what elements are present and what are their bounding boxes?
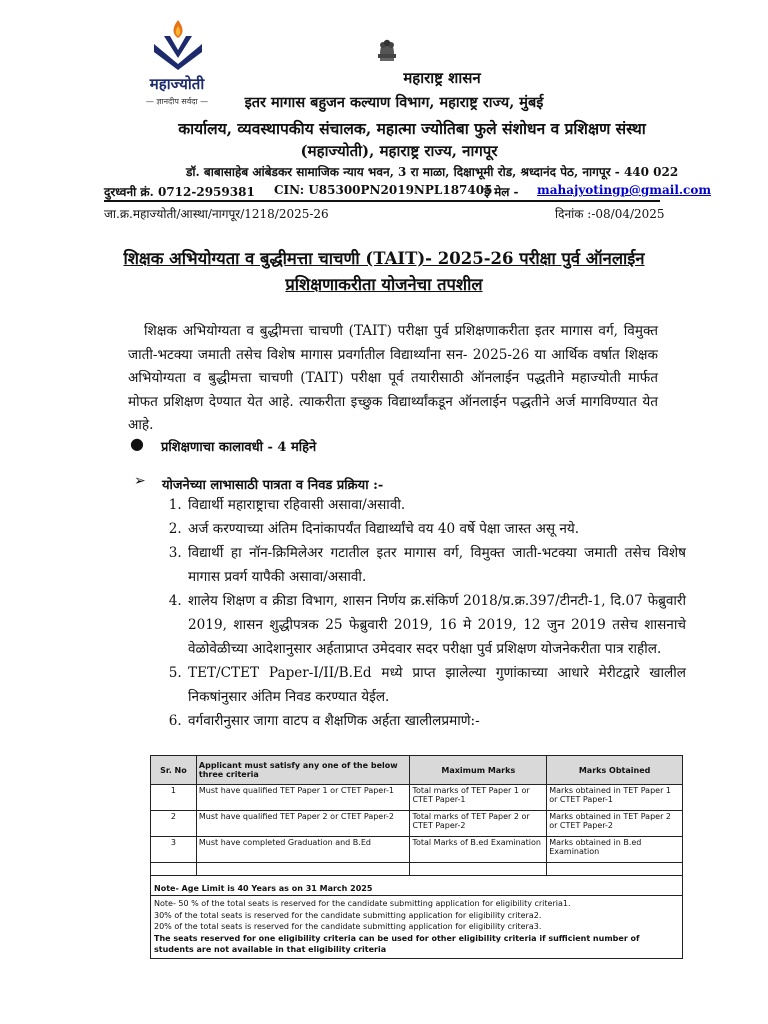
table-header-row: [151, 756, 683, 785]
bullet-icon: ●: [130, 434, 144, 453]
list-item: 3. विद्यार्थी हा नॉन-क्रिमिलेअर गटातील इतर मागास वर्ग, विमुक्त जाती-भटक्या जमाती तसेच विशेष मागास प्रवर्ग यापैकी असावा/असावी.: [186, 541, 686, 589]
state-emblem-icon: [374, 36, 400, 66]
table-cell: Total marks of TET Paper 2 or CTET Paper-2: [410, 811, 547, 837]
office-city: (महाज्योती), महाराष्ट्र राज्य, नागपूर: [300, 142, 498, 160]
header-cell: Applicant must satisfy any one of the below three criteria: [196, 756, 410, 785]
table-cell: Marks obtained in TET Paper 2 or CTET Paper-2: [547, 811, 683, 837]
department-name: इतर मागास बहुजन कल्याण विभाग, महाराष्ट्र राज्य, मुंबई: [244, 94, 544, 111]
list-item: 1. विद्यार्थी महाराष्ट्राचा रहिवासी असावा/असावी.: [186, 493, 686, 517]
table-cell: 2: [151, 811, 197, 837]
office-name: कार्यालय, व्यवस्थापकीय संचालक, महात्मा ज्योतिबा फुले संशोधन व प्रशिक्षण संस्था: [178, 119, 646, 138]
document-title-line2: प्रशिक्षणाकरीता योजनेचा तपशील: [285, 275, 483, 294]
notes-cell: [151, 896, 683, 959]
intro-paragraph: शिक्षक अभियोग्यता व बुद्धीमत्ता चाचणी (TAIT) परीक्षा पुर्व प्रशिक्षणाकरीता इतर मागास वर्ग, विमुक्त जाती-भटक्या जमाती तसेच विशेष मागास प्रवर्गातील विद्यार्थ्यांना सन- 2025-26 या आर्थिक वर्षात शिक्षक अभियोग्यता व बुद्धीमत्ता चाचणी (TAIT) परीक्षा पूर्व तयारीसाठी ऑनलाईन पद्धतीने महाज्योती मार्फत मोफत प्रशिक्षण देण्यात येत आहे. त्याकरीता इच्छुक विद्यार्थ्यांकडून ऑनलाईन पद्धतीने अर्ज मागविण्यात येत आहे.: [128, 323, 658, 433]
table-cell: Must have completed Graduation and B.Ed: [196, 837, 410, 863]
table-cell: Total marks of TET Paper 1 or CTET Paper-1: [410, 785, 547, 811]
note-line: 30% of the total seats is reserved for the candidate submitting application for eligibility critera2.: [154, 910, 542, 920]
government-name: महाराष्ट्र शासन: [403, 69, 481, 87]
list-item: 4. शालेय शिक्षण व क्रीडा विभाग, शासन निर्णय क्र.संकिर्ण 2018/प्र.क्र.397/टीनटी-1, दि.07 फेब्रुवारी 2019, शासन शुद्धीपत्रक 25 फेब्रुवारी 2019, 16 मे 2019, 12 जुन 2019 तसेच शासनाचे वेळोवेळीच्या आदेशानुसार अर्हताप्राप्त उमेदवार सदर परीक्षा पुर्व प्रशिक्षण योजनेकरीता पात्र राहील.: [186, 589, 686, 661]
table-row: [151, 876, 683, 896]
table-cell: Total Marks of B.ed Examination: [410, 837, 547, 863]
table-row: [151, 811, 683, 837]
letter-date: दिनांक :-08/04/2025: [555, 207, 665, 221]
final-note: The seats reserved for one eligibility criteria can be used for other eligibility criteria if sufficient number of students are not available in that eligibility criteria: [154, 933, 640, 954]
list-item: 5. TET/CTET Paper-I/II/B.Ed मध्ये प्राप्त झालेल्या गुणांकाच्या आधारे मेरीटद्वारे खालील निकषांनुसार अंतिम निवड करण्यात येईल.: [186, 661, 686, 709]
header-cell: Maximum Marks: [410, 756, 547, 785]
eligibility-list: [160, 493, 686, 733]
table-row: [151, 896, 683, 959]
training-duration: प्रशिक्षणाचा कालावधी - 4 महिने: [161, 440, 317, 455]
table-row: [151, 863, 683, 876]
cin-number: CIN: U85300PN2019NPL187405: [274, 183, 493, 197]
reference-number: जा.क्र.महाज्योती/आस्था/नागपूर/1218/2025-26: [104, 207, 329, 221]
arrow-bullet-icon: ➢: [134, 473, 146, 489]
eligibility-heading: योजनेच्या लाभासाठी पात्रता व निवड प्रक्रिया :-: [162, 478, 384, 493]
logo-tagline: — ज्ञानदीप सर्वदा —: [145, 97, 209, 106]
table-cell: Marks obtained in TET Paper 1 or CTET Paper-1: [547, 785, 683, 811]
table-cell: 3: [151, 837, 197, 863]
logo-name: महाज्योती: [149, 75, 205, 93]
table-cell: Marks obtained in B.ed Examination: [547, 837, 683, 863]
email-label: ई मेल -: [484, 185, 519, 199]
note-line: Note- 50 % of the total seats is reserved for the candidate submitting application for eligibility criteria1.: [154, 899, 571, 908]
list-item: 6. वर्गवारीनुसार जागा वाटप व शैक्षणिक अर्हता खालीलप्रमाणे:-: [186, 709, 686, 733]
table-cell: 1: [151, 785, 197, 811]
table-cell: Must have qualified TET Paper 1 or CTET Paper-1: [196, 785, 410, 811]
address: डॉ. बाबासाहेब आंबेडकर सामाजिक न्याय भवन, 3 रा माळा, दिक्षाभूमी रोड, श्रध्दानंद पेठ, नागपूर - 440 022: [186, 165, 679, 179]
header-cell: Sr. No: [151, 756, 197, 785]
age-limit-note: Note- Age Limit is 40 Years as on 31 March 2025: [151, 876, 683, 896]
email-link[interactable]: mahajyotingp@gmail.com: [537, 183, 712, 197]
eligibility-table: [150, 755, 683, 959]
note-line: 20% of the total seats is reserved for the candidate submitting application for eligibility critera3.: [154, 922, 542, 931]
table-row: [151, 837, 683, 863]
table-row: [151, 785, 683, 811]
header-cell: Marks Obtained: [547, 756, 683, 785]
header-divider: [104, 200, 660, 202]
phone-number: दुरध्वनी क्रं. 0712-2959381: [104, 185, 255, 199]
document-title-line1: शिक्षक अभियोग्यता व बुद्धीमत्ता चाचणी (TAIT)- 2025-26 परीक्षा पुर्व ऑनलाईन: [123, 249, 645, 268]
list-item: 2. अर्ज करण्याच्या अंतिम दिनांकापर्यंत विद्यार्थ्यांचे वय 40 वर्षे पेक्षा जास्त असू नये.: [186, 517, 686, 541]
table-cell: Must have qualified TET Paper 2 or CTET Paper-2: [196, 811, 410, 837]
